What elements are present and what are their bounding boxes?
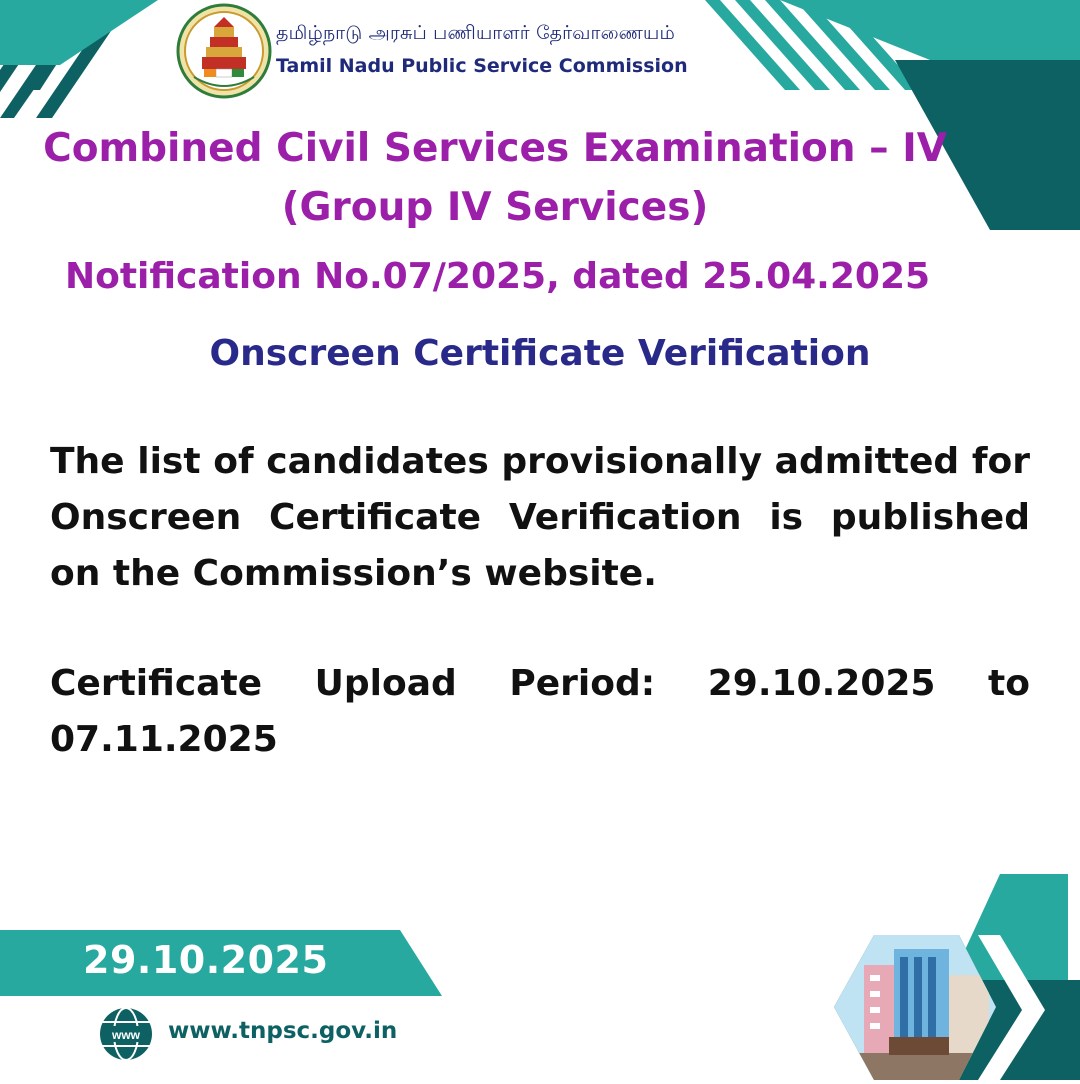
globe-icon xyxy=(98,1006,154,1062)
section-subtitle: Onscreen Certificate Verification xyxy=(209,333,871,374)
notification-number: Notification No.07/2025, dated 25.04.2025 xyxy=(64,256,931,297)
globe-icon-label: www xyxy=(111,1028,141,1042)
post-date: 29.10.2025 xyxy=(83,938,329,982)
upload-period: Certificate Upload Period: 29.10.2025 to 07.11.2025 xyxy=(50,663,1030,760)
notice-body: The list of candidates provisionally admitted for Onscreen Certificate Verification is published on the Commission’s website. xyxy=(50,441,1030,594)
building-photo xyxy=(834,935,996,1080)
website-link[interactable]: www.tnpsc.gov.in xyxy=(168,1018,398,1044)
org-name-tamil: தமிழ்நாடு அரசுப் பணியாளர் தேர்வாணையம் xyxy=(276,22,675,44)
tamil-nadu-emblem-logo xyxy=(174,3,274,103)
org-name-english: Tamil Nadu Public Service Commission xyxy=(276,55,688,77)
exam-title-line1: Combined Civil Services Examination – IV xyxy=(43,126,947,171)
exam-title-line2: (Group IV Services) xyxy=(281,185,709,230)
